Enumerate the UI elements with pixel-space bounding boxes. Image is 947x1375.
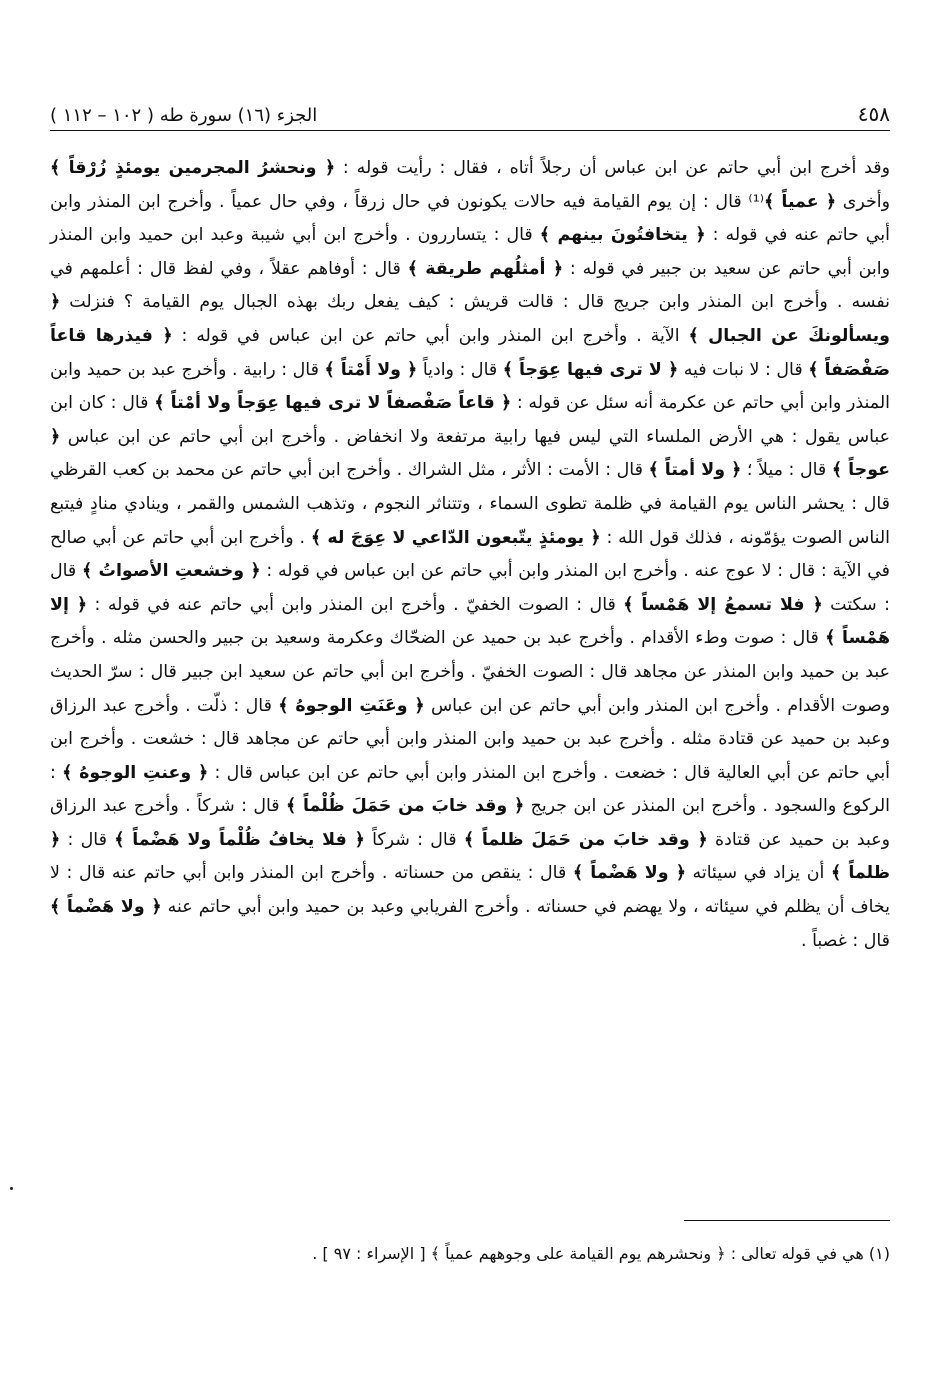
quran-quote: ﴿ يومئذٍ يتّبعون الدّاعي لا عِوَجَ له ﴾ bbox=[310, 527, 601, 548]
quran-quote: ﴿ وقد خابَ من حَمَلَ ظُلْماً ﴾ bbox=[285, 796, 525, 817]
text-run: أن يزاد في سيئاته bbox=[685, 863, 831, 884]
text-run: الآية . وأخرج ابن المنذر وابن أبي حاتم عن ابن عباس في قوله : bbox=[172, 325, 689, 346]
scan-speck bbox=[10, 1187, 13, 1190]
book-page bbox=[50, 96, 890, 1296]
text-run: : الركوع والسجود . وأخرج ابن المنذر عن ابن جريج bbox=[50, 762, 891, 817]
quran-quote: ﴿ وخشعتِ الأصواتُ ﴾ bbox=[82, 561, 261, 582]
text-run: قال : غصباً . bbox=[801, 930, 890, 951]
quran-quote: ﴿ إلا هَمْساً ﴾ bbox=[50, 594, 891, 649]
text-run: قال : ذلّت . وأخرج عبد الرزاق وعبد بن حميد عن قتادة مثله . وأخرج عبد بن حميد وابن المنذر وابن أبي حاتم عن مجاهد قال : خشعت . وأخرج ابن أبي حاتم عن أبي العالية قال : خضعت . وأخرج ابن المنذر وابن أبي حاتم عن ابن عباس قال : bbox=[50, 695, 891, 783]
text-run: قال : وادياً bbox=[417, 359, 503, 380]
quran-quote: ﴿ ويسألونكَ عن الجبال ﴾ bbox=[50, 292, 890, 346]
text-run: قال : ينقص من حسناته . وأخرج ابن المنذر وابن أبي حاتم عنه قال : لا يخاف أن يظلم في سيئاته ، ولا يهضم في حسناته . وأخرج الفريابي وعبد بن حميد وابن أبي حاتم عنه bbox=[50, 863, 890, 918]
text-run: وقد أخرج ابن أبي حاتم عن ابن عباس أن رجلاً أتاه ، فقال : رأيت قوله : bbox=[335, 158, 890, 178]
main-text bbox=[50, 152, 890, 958]
quran-quote: ﴿ وعَنَتِ الوجوهُ ﴾ bbox=[278, 695, 425, 716]
text-run: قال : bbox=[60, 829, 115, 850]
body-paragraph bbox=[50, 152, 890, 958]
footnote: (١) هي في قوله تعالى : ﴿ ونحشرهم يوم القيامة على وجوههم عمياً ﴾ [ الإسراء : ٩٧ ] . bbox=[312, 1244, 890, 1263]
running-title: الجزء (١٦) سورة طه ( ١٠٢ – ١١٢ ) bbox=[50, 105, 318, 126]
quran-quote: ﴿ عمياً ﴾ bbox=[763, 191, 837, 212]
page-header bbox=[50, 96, 890, 131]
text-run: قال : رابية . وأخرج عبد بن حميد وابن المنذر وابن أبي حاتم عن عكرمة أنه سئل عن قوله : bbox=[50, 359, 890, 414]
text-run: قال : أوفاهم عقلاً ، وفي لفظ قال : أعلمهم في نفسه . وأخرج ابن المنذر وابن جريج قال : قالت قريش : كيف يفعل ربك بهذه الجبال يوم القيامة ؟ فنزلت bbox=[50, 258, 890, 313]
text-run: قال : صوت وطء الأقدام . وأخرج عبد بن حميد عن الضحّاك وعكرمة وسعيد بن جبير والحسن مثله . وأخرج عبد بن حميد وابن المنذر عن مجاهد قال : الصوت الخفيّ . وأخرج ابن أبي حاتم عن سعيد ابن جبير قال : سرّ الحديث وصوت الأقدام . وأخرج ابن المنذر وابن أبي حاتم عن ابن عباس bbox=[50, 628, 890, 716]
quran-quote: ﴿ ظلماً ﴾ bbox=[50, 829, 890, 884]
quran-quote: ﴿ ولا أَمْتاً ﴾ bbox=[324, 359, 418, 380]
text-run: قال : الصوت الخفيّ . وأخرج ابن المنذر وابن أبي حاتم عنه في قوله : bbox=[87, 594, 624, 615]
quran-quote: ﴿ فيذرها قاعاً صَفْصَفاً ﴾ bbox=[50, 325, 891, 380]
quran-quote: ﴿ ونحشرُ المجرمين يومئذٍ زُرْقاً ﴾ bbox=[50, 158, 336, 178]
text-run: قال : شركاً bbox=[364, 829, 464, 850]
text-run: قال : الأمت : الأثر ، مثل الشراك . وأخرج ابن أبي حاتم عن محمد بن كعب القرظي قال : يحشر الناس يوم القيامة في ظلمة تطوى السماء ، وتتناثر النجوم ، وتذهب الشمس والقمر ، وينادي منادٍ فيتبع الناس الصوت يؤمّونه ، فذلك قول الله : bbox=[50, 460, 891, 548]
quran-quote: ﴿ فلا تسمعُ إلا هَمْساً ﴾ bbox=[623, 594, 823, 615]
quran-quote: ﴿ فلا يخافُ ظُلْماً ولا هَضْماً ﴾ bbox=[114, 829, 365, 850]
text-run: قال : لا نبات فيه bbox=[678, 359, 809, 380]
quran-quote: ﴿ قاعاً صَفْصفاً لا ترى فيها عِوَجاً ولا أمْتاً ﴾ bbox=[154, 393, 512, 414]
text-run: . وأخرج ابن أبي حاتم عن أبي صالح في الآية : قال : لا عوج عنه . وأخرج ابن المنذر وابن أبي حاتم عن ابن عباس في قوله : bbox=[50, 527, 890, 582]
quran-quote: ﴿ عوجاً ﴾ bbox=[50, 426, 890, 481]
text-run: قال : يتساررون . وأخرج ابن أبي شيبة وعبد ابن حميد وابن المنذر وابن أبي حاتم عن سعيد بن جبير في قوله : bbox=[50, 225, 890, 279]
page-number: ٤٥٨ bbox=[857, 102, 890, 126]
text-run: ⁽¹⁾ قال : إن يوم القيامة فيه حالات يكونون في حال زرقاً ، وفي حال عمياً . وأخرج ابن المنذر وابن أبي حاتم عنه في قوله : bbox=[50, 191, 890, 246]
text-run: قال : ميلاً ؛ bbox=[741, 460, 832, 481]
quran-quote: ﴿ لا ترى فيها عِوَجاً ﴾ bbox=[502, 359, 679, 380]
text-run: قال : شركاً . وأخرج عبد الرزاق وعبد بن حميد عن قتادة bbox=[50, 796, 890, 850]
text-run: قال : كان ابن عباس يقول : هي الأرض الملساء التي ليس فيها رابية مرتفعة ولا انخفاض . وأخرج ابن أبي حاتم عن ابن عباس bbox=[50, 393, 890, 447]
quran-quote: ﴿ ولا أمتاً ﴾ bbox=[648, 460, 742, 481]
footnote-separator bbox=[684, 1220, 890, 1221]
quran-quote: ﴿ أمثلُهم طريقة ﴾ bbox=[407, 258, 564, 279]
quran-quote: ﴿ وقد خابَ من حَمَلَ ظلماً ﴾ bbox=[463, 829, 708, 850]
text-run: وأخرى bbox=[836, 191, 890, 212]
quran-quote: ﴿ يتخافتُونَ بينهم ﴾ bbox=[539, 225, 706, 246]
quran-quote: ﴿ ولا هَضْماً ﴾ bbox=[572, 863, 686, 884]
quran-quote: ﴿ ولا هَضْماً ﴾ bbox=[50, 897, 162, 918]
text-run: قال : سكتت bbox=[50, 561, 890, 615]
quran-quote: ﴿ وعنتِ الوجوهُ ﴾ bbox=[62, 762, 209, 783]
